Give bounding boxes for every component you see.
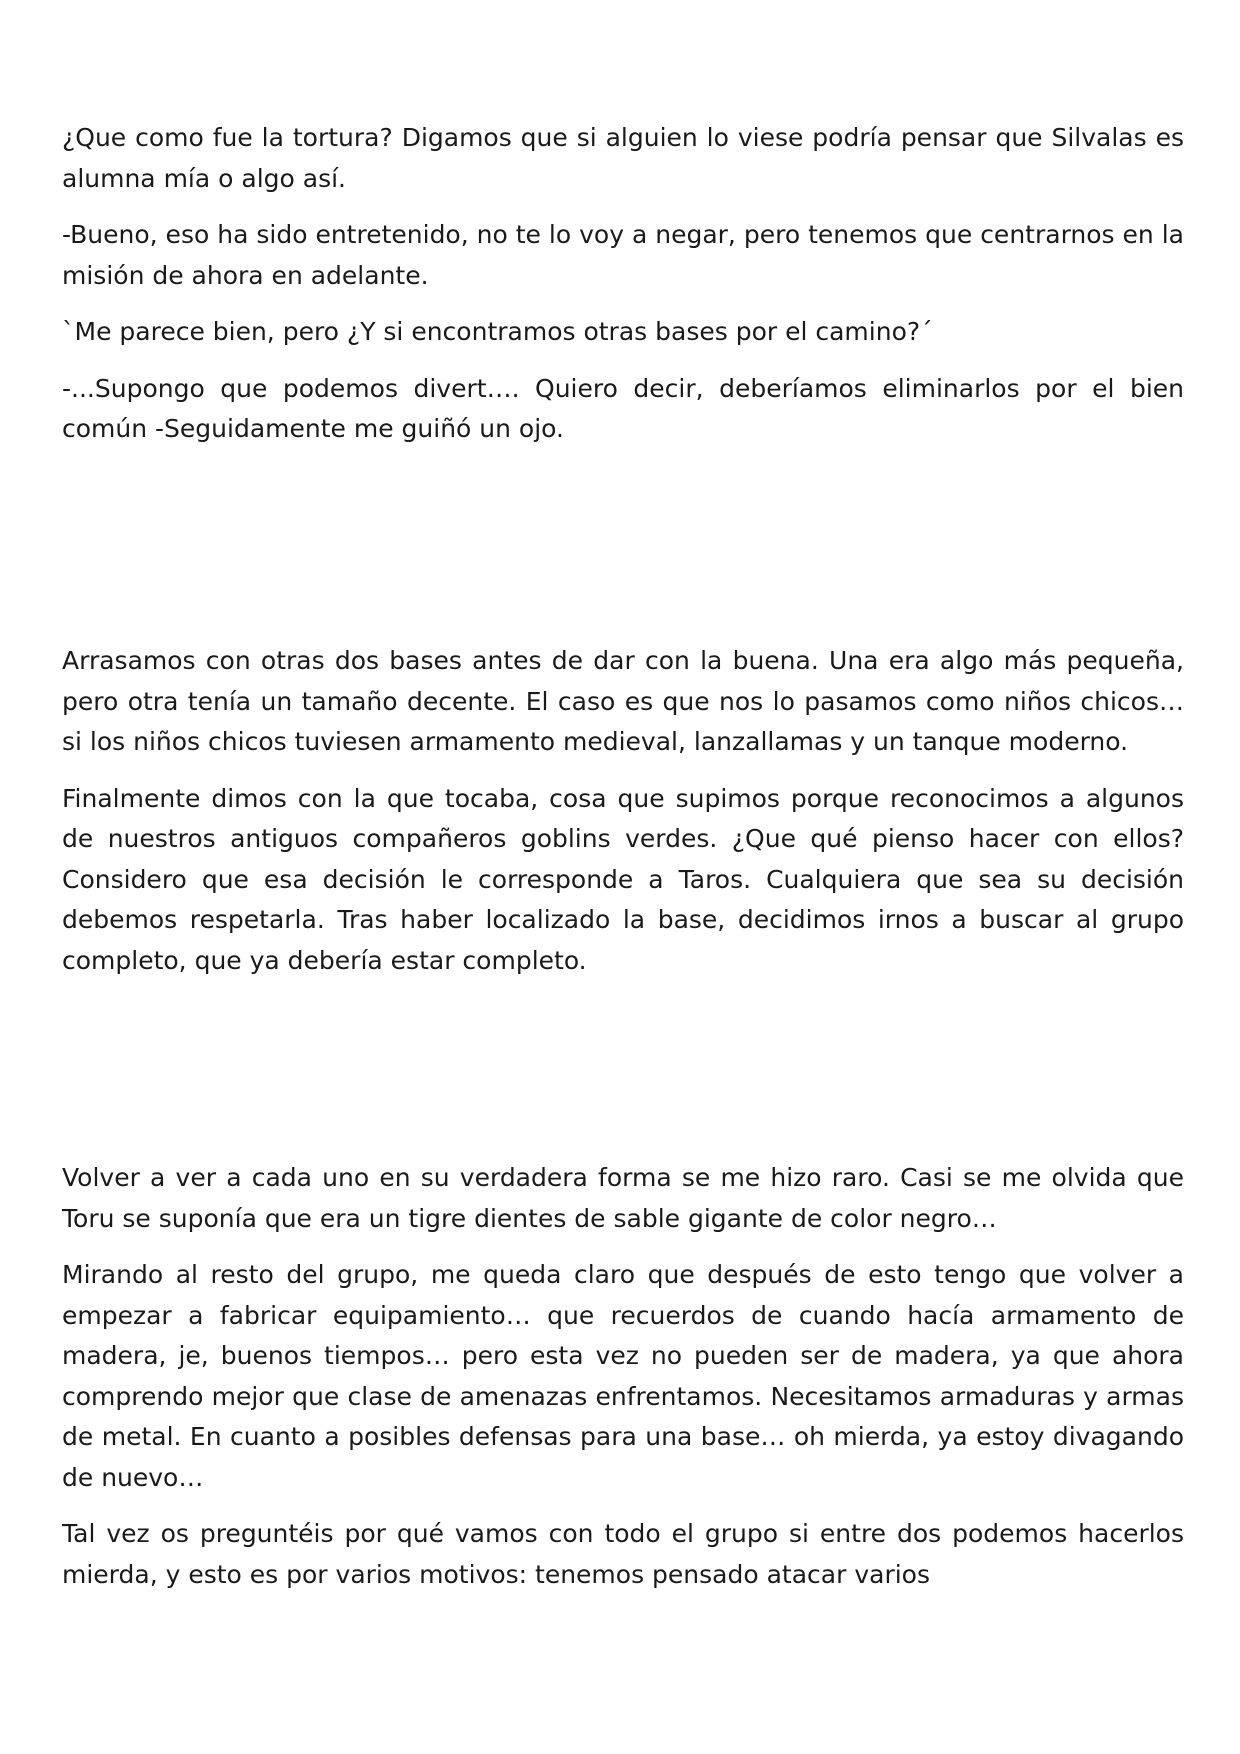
- paragraph: `Me parece bien, pero ¿Y si encontramos otras bases por el camino?´: [62, 317, 933, 346]
- paragraph: ¿Que como fue la tortura? Digamos que si alguien lo viese podría pensar que Silvalas es alumna mía o algo así.: [62, 123, 1184, 193]
- text-section-2: [62, 641, 1184, 997]
- paragraph: Mirando al resto del grupo, me queda claro que después de esto tengo que volver a empezar a fabricar equipamiento… que recuerdos de cuando hacía armamento de madera, je, buenos tiempos… pero esta vez no pueden ser de madera, ya que ahora comprendo mejor que clase de amenazas enfrentamos. Necesitamos armaduras y armas de metal. En cuanto a posibles defensas para una base… oh mierda, ya estoy divagando de nuevo…: [62, 1260, 1184, 1492]
- paragraph: Volver a ver a cada uno en su verdadera forma se me hizo raro. Casi se me olvida que Toru se suponía que era un tigre dientes de sable gigante de color negro…: [62, 1163, 1184, 1233]
- paragraph: Finalmente dimos con la que tocaba, cosa que supimos porque reconocimos a algunos de nuestros antiguos compañeros goblins verdes. ¿Que qué pienso hacer con ellos? Considero que esa decisión le corresponde a Taros. Cualquiera que sea su decisión debemos respetarla. Tras haber localizado la base, decidimos irnos a buscar al grupo completo, que ya debería estar completo.: [62, 783, 1184, 975]
- paragraph: Tal vez os preguntéis por qué vamos con todo el grupo si entre dos podemos hacerlos mierda, y esto es por varios motivos: tenemos pensado atacar varios: [62, 1519, 1184, 1589]
- paragraph: Arrasamos con otras dos bases antes de dar con la buena. Una era algo más pequeña, pero otra tenía un tamaño decente. El caso es que nos lo pasamos como niños chicos… si los niños chicos tuviesen armamento medieval, lanzallamas y un tanque moderno.: [62, 646, 1184, 756]
- text-section-3: [62, 1158, 1184, 1611]
- paragraph: -...Supongo que podemos divert…. Quiero decir, deberíamos eliminarlos por el bien común -Seguidamente me guiñó un ojo.: [62, 373, 1184, 443]
- paragraph: -Bueno, eso ha sido entretenido, no te lo voy a negar, pero tenemos que centrarnos en la misión de ahora en adelante.: [62, 220, 1184, 290]
- text-section-1: [62, 118, 1184, 466]
